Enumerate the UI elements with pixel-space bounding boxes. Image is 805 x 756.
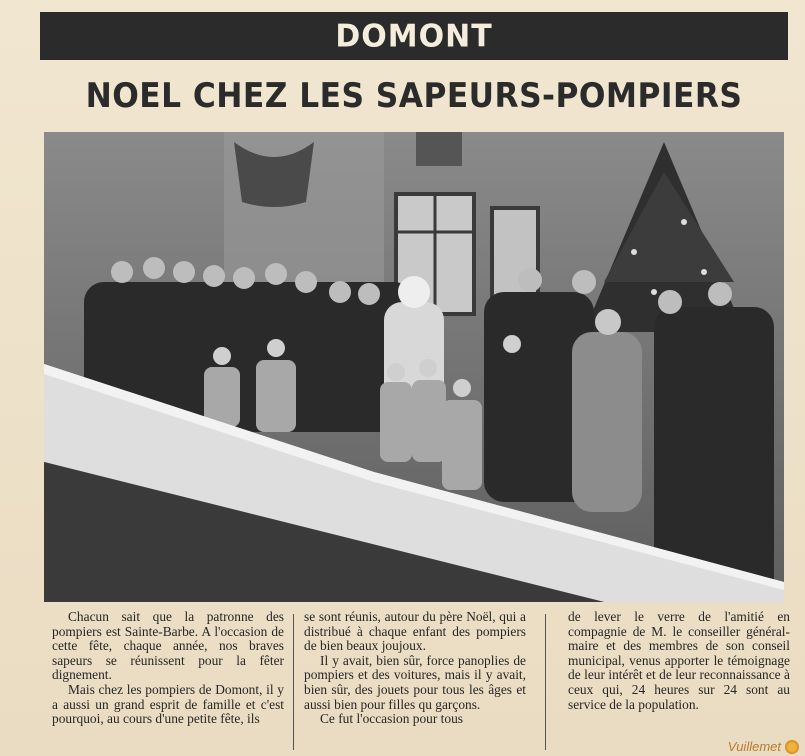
article-column-2 [304, 610, 526, 752]
headline: NOEL CHEZ LES SAPEURS-POMPIERS [85, 76, 743, 116]
section-title: DOMONT [335, 17, 493, 55]
group-photo [44, 132, 784, 602]
column-divider [293, 614, 294, 750]
section-banner [40, 12, 788, 60]
paragraph: Il y avait, bien sûr, force panoplies de pompiers et des voitures, mais il y avait, bien sûr, des jouets pour tous les âges et aussi bien pour filles qu garçons. [304, 652, 526, 712]
paragraph: se sont réunis, autour du père Noël, qui a distribué à chaque enfant des pompiers de bien beaux joujoux. [304, 610, 526, 654]
article-column-1 [52, 610, 284, 752]
sun-icon [785, 740, 799, 754]
paragraph: Mais chez les pompiers de Domont, il y a aussi un grand esprit de famille et c'est pourquoi, au cours d'une petite fête, ils [52, 681, 284, 727]
column-divider [545, 614, 546, 750]
photo-illustration [44, 132, 784, 602]
watermark-text: Vuillemet [727, 739, 781, 754]
paragraph: de lever le verre de l'amitié en compagnie de M. le conseiller général-maire et des membres de son conseil municipal, venus apporter le témoignage de leur intérêt et de leur reconnaissance à ceux qui, 24 heures sur 24 sont au service de la population. [568, 610, 790, 712]
paragraph: Chacun sait que la patronne des pompiers est Sainte-Barbe. A l'occasion de cette fête, chaque année, nos braves sapeurs se réunissent pour la fêter dignement. [52, 610, 284, 683]
paragraph: Ce fut l'occasion pour tous [320, 711, 463, 727]
watermark [728, 739, 799, 754]
article-column-3 [568, 610, 790, 752]
